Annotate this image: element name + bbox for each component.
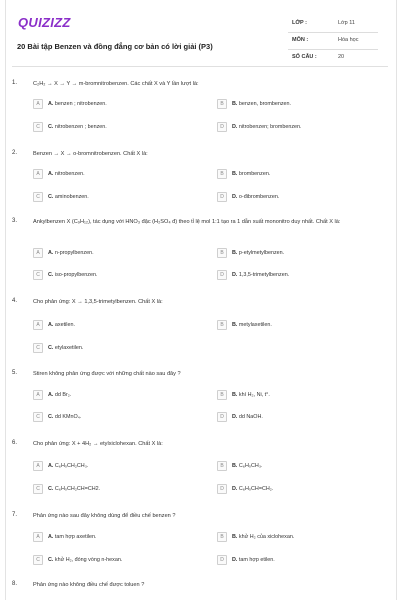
option-letter-box: A bbox=[33, 248, 43, 258]
option-letter-box: D bbox=[217, 484, 227, 494]
option-letter-box: A bbox=[33, 532, 43, 542]
question-number: 5. bbox=[12, 370, 18, 376]
question-text: Benzen → X → o-bromnitrobenzen. Chất X là: bbox=[33, 151, 148, 157]
option-letter-box: B bbox=[217, 461, 227, 471]
option-letter-box: C bbox=[33, 192, 43, 202]
header-divider bbox=[12, 66, 388, 67]
question-text: Phản ứng nào không điều chế được toluen ? bbox=[33, 582, 145, 588]
option-letter-box: A bbox=[33, 390, 43, 400]
option-letter-box: B bbox=[217, 390, 227, 400]
question-text: Cho phản ứng: X → 1,3,5-trimetylbenzen. Chất X là: bbox=[33, 299, 163, 305]
meta-row-count bbox=[288, 50, 378, 67]
option-letter-box: D bbox=[217, 270, 227, 280]
meta-value: 20 bbox=[338, 54, 345, 60]
option-letter-box: B bbox=[217, 320, 227, 330]
option-letter-box: C bbox=[33, 484, 43, 494]
option-letter-box: B bbox=[217, 532, 227, 542]
question-number: 4. bbox=[12, 298, 18, 304]
meta-row-class bbox=[288, 16, 378, 33]
worksheet-header bbox=[12, 10, 388, 65]
question-number: 6. bbox=[12, 440, 18, 446]
meta-value: Hóa học bbox=[338, 37, 359, 43]
page-title: 20 Bài tập Benzen và đồng đẳng cơ bản có lời giải (P3) bbox=[17, 42, 213, 51]
meta-row-subject bbox=[288, 33, 378, 50]
option-letter-box: C bbox=[33, 412, 43, 422]
question-number: 2. bbox=[12, 150, 18, 156]
question-text: C₂H₂ → X → Y → m-bromnitrobenzen. Các chất X và Y lần lượt là: bbox=[33, 81, 199, 87]
option-letter-box: C bbox=[33, 122, 43, 132]
option-letter-box: A bbox=[33, 320, 43, 330]
option-letter-box: B bbox=[217, 169, 227, 179]
option-letter-box: A bbox=[33, 99, 43, 109]
option-letter-box: D bbox=[217, 192, 227, 202]
option-letter-box: B bbox=[217, 248, 227, 258]
meta-key: LỚP : bbox=[292, 20, 307, 26]
brand-logo: QUIZIZZ bbox=[18, 15, 71, 30]
question-text: Cho phản ứng: X + 4H₂ → etylxiclohexan. Chất X là: bbox=[33, 441, 163, 447]
meta-value: Lớp 11 bbox=[338, 20, 355, 26]
question-text: Phản ứng nào sau đây không dùng để điều chế benzen ? bbox=[33, 513, 176, 519]
option-letter-box: D bbox=[217, 555, 227, 565]
meta-table bbox=[288, 16, 378, 67]
option-letter-box: A bbox=[33, 169, 43, 179]
meta-key: MÔN : bbox=[292, 37, 309, 43]
meta-key: SỐ CÂU : bbox=[292, 54, 317, 60]
option-letter-box: D bbox=[217, 412, 227, 422]
option-letter-box: C bbox=[33, 343, 43, 353]
option-letter-box: D bbox=[217, 122, 227, 132]
question-text: Stiren không phản ứng được với những chất nào sau đây ? bbox=[33, 371, 181, 377]
question-number: 8. bbox=[12, 581, 18, 587]
question-number: 7. bbox=[12, 512, 18, 518]
option-letter-box: A bbox=[33, 461, 43, 471]
question-text: Ankylbenzen X (C₉H₁₂), tác dụng với HNO₃ đặc (H₂SO₄ đ) theo tỉ lệ mol 1:1 tạo ra 1 dẫn xuất mononitro duy nhất. Chất X là: bbox=[33, 219, 341, 225]
option-letter-box: B bbox=[217, 99, 227, 109]
option-letter-box: C bbox=[33, 270, 43, 280]
question-number: 1. bbox=[12, 80, 18, 86]
option-letter-box: C bbox=[33, 555, 43, 565]
question-number: 3. bbox=[12, 218, 18, 224]
